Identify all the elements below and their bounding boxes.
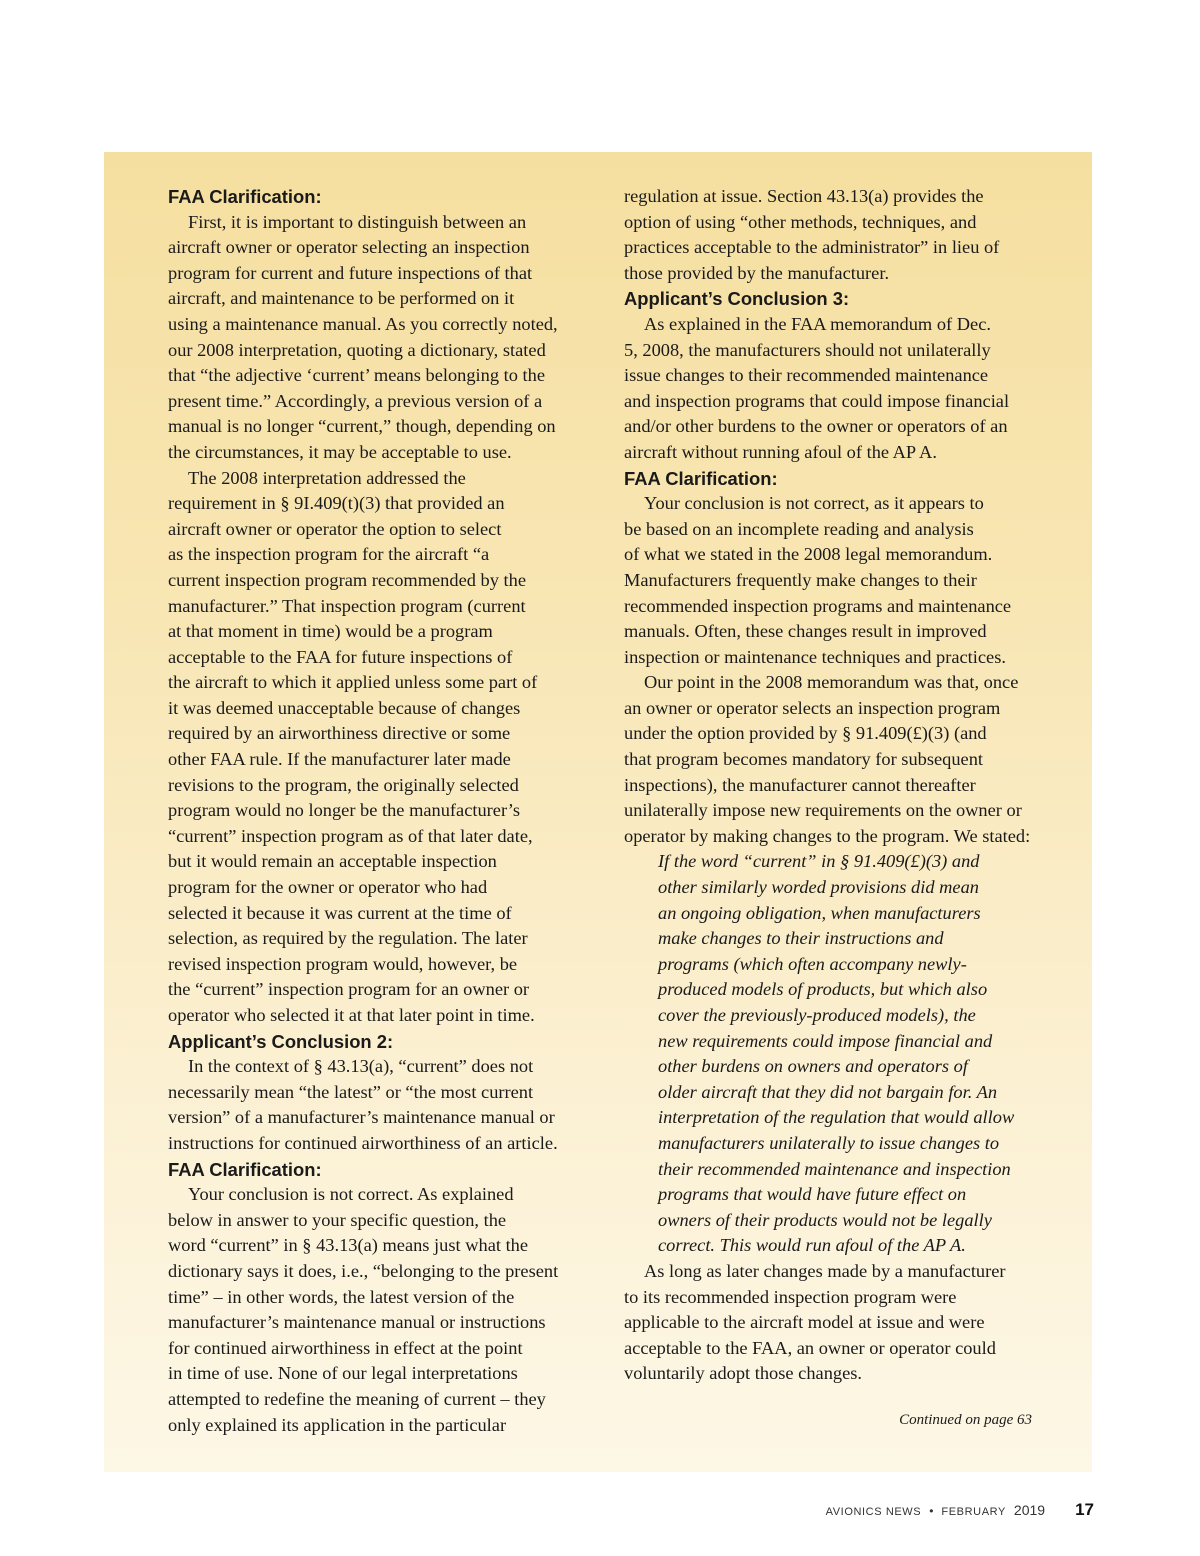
paragraph: Your conclusion is not correct. As explained below in answer to your specific question, the word “current” in § 43.13(a) means just what the dictionary says it does, i.e., “belonging to the present time” – in other words, the latest version of the manufacturer’s maintenance manual or instructions for continued airworthiness in effect at the point in time of use. None of our legal interpretations attempted to redefine the meaning of current – they only explained its application in the particular [168, 1184, 559, 1435]
paragraph: regulation at issue. Section 43.13(a) provides the option of using “other methods, techniques, and practices acceptable to the administrator” in lieu of those provided by the manufacturer. [624, 186, 1000, 283]
paragraph: Your conclusion is not correct, as it appears to be based on an incomplete reading and analysis of what we stated in the 2008 legal memorandum. Manufacturers frequently make changes to their recommended inspection programs and maintenance manuals. Often, these changes result in improved inspection or maintenance techniques and practices. [624, 493, 1012, 667]
paragraph: As explained in the FAA memorandum of Dec. 5, 2008, the manufacturers should not unilaterally issue changes to their recommended maintenance and inspection programs that could impose financial and/or other burdens to the owner or operators of an aircraft without running afoul of the AP A. [624, 313, 1010, 462]
continued-note: Continued on page 63 [899, 1412, 1032, 1428]
paragraph: In the context of § 43.13(a), “current” does not necessarily mean “the latest” or “the most current version” of a manufacturer’s maintenance manual or instructions for continued airworthiness of an article. [168, 1056, 558, 1153]
section-heading: FAA Clarification: [168, 1158, 322, 1180]
page-number: 17 [1075, 1500, 1094, 1519]
page-footer [700, 1500, 1094, 1524]
footer-bullet: • [929, 1504, 934, 1518]
section-heading: FAA Clarification: [624, 467, 778, 489]
issue-month: FEBRUARY [941, 1506, 1006, 1518]
right-column [624, 184, 1052, 1387]
section-heading: FAA Clarification: [168, 186, 322, 207]
section-heading: Applicant’s Conclusion 3: [624, 288, 850, 310]
left-column [168, 184, 596, 1438]
issue-year: 2019 [1013, 1502, 1046, 1518]
publication-name: AVIONICS NEWS [825, 1506, 922, 1518]
paragraph: First, it is important to distinguish between an aircraft owner or operator selecting an inspection program for current and future inspections of that aircraft, and maintenance to be performed on it using a maintenance manual. As you correctly noted, our 2008 interpretation, quoting a dictionary, stated that “the adjective ‘current’ means belonging to the present time.” Accordingly, a previous version of a manual is no longer “current,” though, depending on the circumstances, it may be acceptable to use. [168, 211, 558, 462]
block-quote: If the word “current” in § 91.409(£)(3) and other similarly worded provisions did mean an ongoing obligation, when manufacturers make changes to their instructions and programs (which often accompany newly- produced models of products, but which also cover the previously-produced models), the new requirements could impose financial and other burdens on owners and operators of older aircraft that they did not bargain for. An interpretation of the regulation that would allow manufacturers unilaterally to issue changes to their recommended maintenance and inspection programs that would have future effect on owners of their products would not be legally correct. This would run afoul of the AP A. [658, 851, 1015, 1256]
section-heading: Applicant’s Conclusion 2: [168, 1030, 394, 1052]
paragraph: As long as later changes made by a manufacturer to its recommended inspection program were applicable to the aircraft model at issue and were acceptable to the FAA, an owner or operator could voluntarily adopt those changes. [624, 1260, 1006, 1384]
paragraph: The 2008 interpretation addressed the requirement in § 9I.409(t)(3) that provided an aircraft owner or operator the option to select as the inspection program for the aircraft “a current inspection program recommended by the manufacturer.” That inspection program (current at that moment in time) would be a program acceptable to the FAA for future inspections of the aircraft to which it applied unless some part of it was deemed unacceptable because of changes required by an airworthiness directive or some other FAA rule. If the manufacturer later made revisions to the program, the originally selected program would no longer be the manufacturer’s “current” inspection program as of that later date, but it would remain an acceptable inspection program for the owner or operator who had selected it because it was current at the time of selection, as required by the regulation. The later revised inspection program would, however, be the “current” inspection program for an owner or operator who selected it at that later point in time. [168, 467, 538, 1025]
paragraph: Our point in the 2008 memorandum was that, once an owner or operator selects an inspection program under the option provided by § 91.409(£)(3) (and that program becomes mandatory for subsequent inspections), the manufacturer cannot thereafter unilaterally impose new requirements on the owner or operator by making changes to the program. We stated: [624, 672, 1031, 846]
